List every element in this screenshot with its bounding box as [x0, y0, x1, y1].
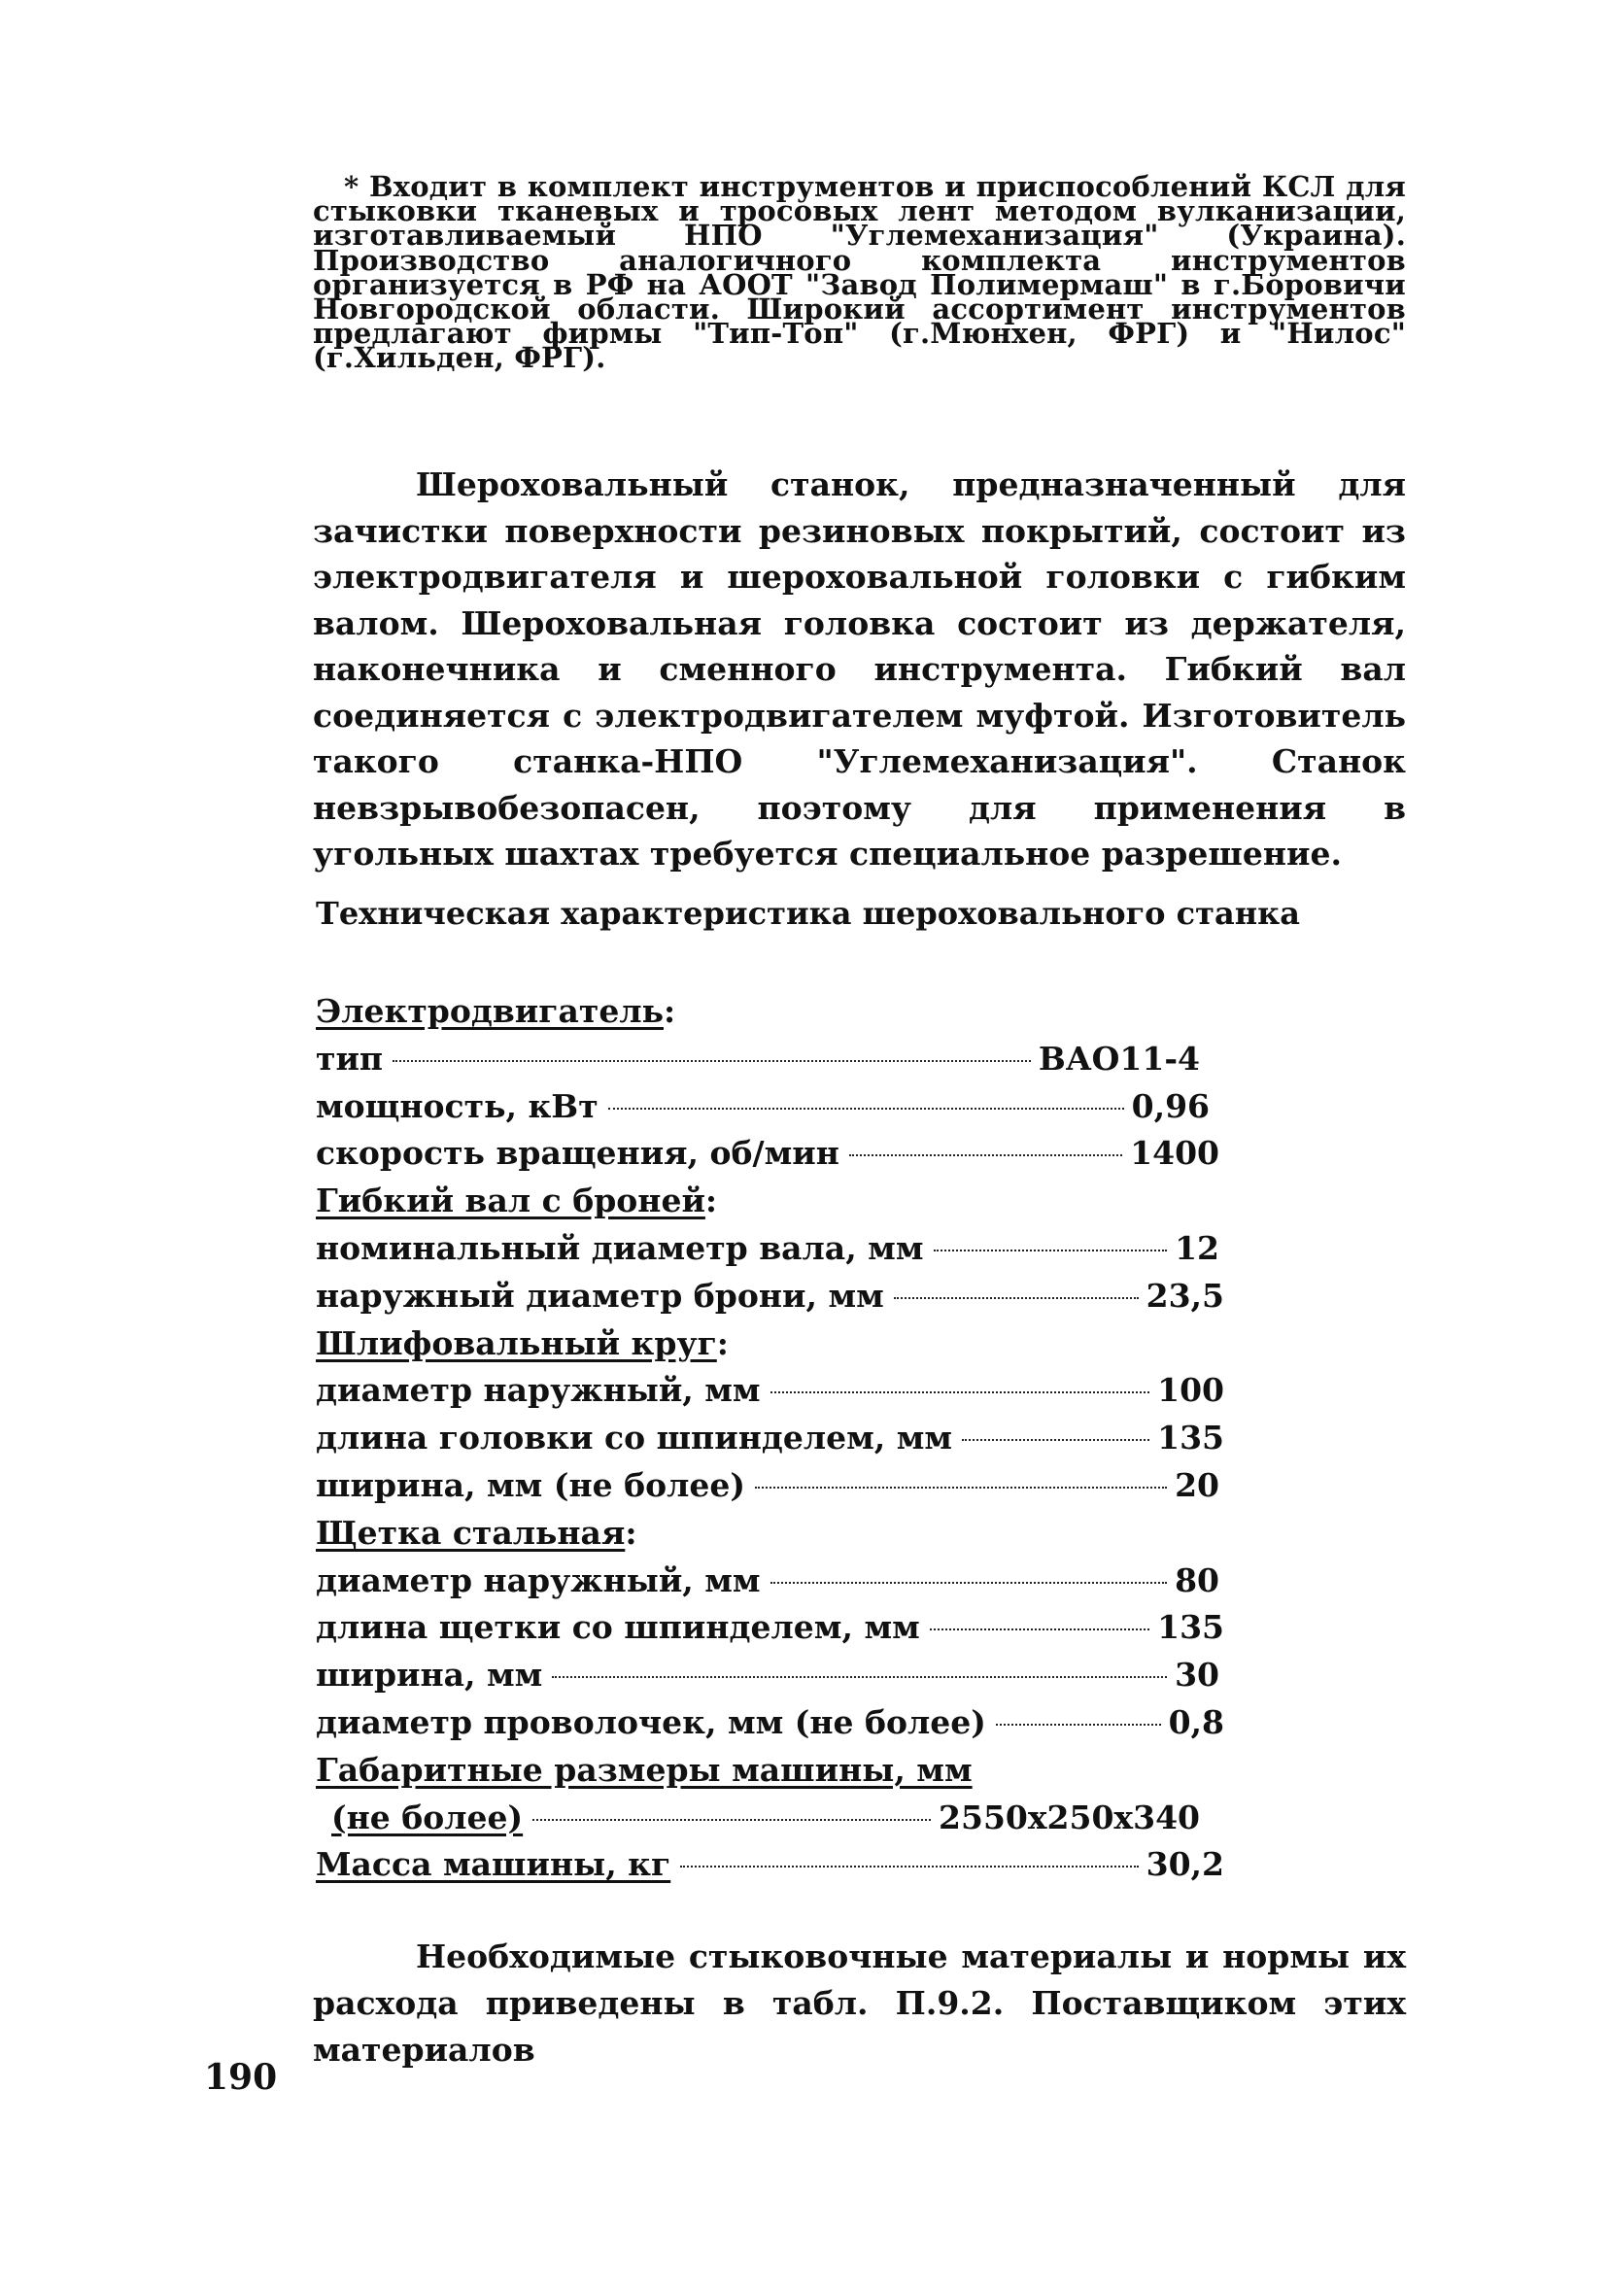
spec-row-motor-power — [316, 1083, 1210, 1131]
spec-row-brush-diameter — [316, 1558, 1219, 1605]
dot-leader — [930, 1628, 1149, 1630]
page-number: 190 — [204, 2057, 278, 2098]
spec-label: ширина, мм (не более) — [316, 1465, 745, 1504]
spec-value: 0,8 — [1168, 1702, 1224, 1741]
spec-label: скорость вращения, об/мин — [316, 1134, 839, 1173]
colon: : — [664, 992, 676, 1030]
spec-row-mass — [316, 1841, 1224, 1889]
spec-label: наружный диаметр брони, мм — [316, 1276, 884, 1315]
spec-value: 1400 — [1130, 1134, 1219, 1173]
spec-section-title: Щетка стальная — [316, 1513, 626, 1552]
paragraph-materials: Необходимые стыковочные материалы и нормы их расхода приведены в табл. П.9.2. Поставщиком этих материалов — [313, 1937, 1406, 2069]
dot-leader — [680, 1866, 1138, 1868]
spec-label: мощность, кВт — [316, 1086, 599, 1125]
spec-section-brush — [316, 1510, 1409, 1558]
spec-label: Масса машины, кг — [316, 1845, 671, 1884]
spec-value: 30,2 — [1146, 1845, 1224, 1884]
spec-row-dimensions — [316, 1795, 1200, 1842]
spec-value: ВАО11-4 — [1038, 1039, 1200, 1078]
spec-list — [316, 988, 1409, 1889]
spec-label: диаметр наружный, мм — [316, 1560, 761, 1599]
dot-leader — [552, 1676, 1167, 1678]
spec-value: 0,96 — [1131, 1086, 1210, 1125]
spec-row-shaft-outer — [316, 1273, 1224, 1320]
spec-section-title: Электродвигатель — [316, 992, 664, 1030]
spec-value: 80 — [1175, 1560, 1219, 1599]
spec-value: 23,5 — [1146, 1276, 1224, 1315]
spec-label: тип — [316, 1039, 384, 1078]
spec-label: номинальный диаметр вала, мм — [316, 1228, 924, 1267]
spec-value: 135 — [1157, 1608, 1224, 1647]
dot-leader — [894, 1297, 1139, 1299]
spec-section-title: Гибкий вал с броней — [316, 1182, 705, 1220]
spec-section-shaft — [316, 1178, 1409, 1225]
spec-label: диаметр наружный, мм — [316, 1371, 761, 1410]
dot-leader — [393, 1060, 1031, 1062]
spec-value: 100 — [1157, 1371, 1224, 1410]
spec-label: ширина, мм — [316, 1656, 543, 1695]
dot-leader — [532, 1819, 931, 1821]
spec-row-wheel-width — [316, 1462, 1219, 1510]
spec-row-brush-wire — [316, 1699, 1224, 1747]
spec-row-wheel-length — [316, 1415, 1224, 1462]
spec-value: 135 — [1157, 1419, 1224, 1457]
spec-row-motor-type — [316, 1036, 1200, 1083]
spec-section-title: Шлифовальный круг — [316, 1323, 717, 1362]
footnote: * Входит в комплект инструментов и приспособлений КСЛ для стыковки тканевых и тросовых лент методом вулканизации, изготавливаемый НПО "Углемеханизация" (Украина). Производство аналогичного комплекта инструментов организуется в РФ на АООТ "Завод Полимермаш" в г.Боровичи Новгородской области. Широкий ассортимент инструментов предлагают фирмы "Тип-Топ" (г.Мюнхен, ФРГ) и "Нилос" (г.Хильден, ФРГ). — [313, 170, 1406, 375]
dot-leader — [934, 1250, 1168, 1251]
spec-value: 12 — [1175, 1228, 1219, 1267]
colon: : — [716, 1323, 729, 1362]
spec-section-motor — [316, 988, 1409, 1036]
spec-row-brush-length — [316, 1604, 1224, 1652]
spec-row-shaft-nominal — [316, 1225, 1219, 1273]
colon: : — [704, 1182, 718, 1220]
spec-row-brush-width — [316, 1652, 1219, 1699]
paragraph-grinder-description: Шероховальный станок, предназначенный для зачистки поверхности резиновых покрытий, состоит из электродвигателя и шероховальной головки с гибким валом. Шероховальная головка состоит из держателя, наконечника и сменного инструмента. Гибкий вал соединяется с электродвигателем муфтой. Изготовитель такого станка-НПО "Углемеханизация". Станок невзрывобезопасен, поэтому для применения в угольных шахтах требуется специальное разрешение. — [313, 465, 1406, 873]
dot-leader — [962, 1439, 1149, 1441]
dot-leader — [755, 1487, 1167, 1489]
spec-label: диаметр проволочек, мм (не более) — [316, 1702, 986, 1741]
dot-leader — [996, 1724, 1161, 1726]
spec-label: длина головки со шпинделем, мм — [316, 1419, 953, 1457]
spec-section-wheel — [316, 1320, 1409, 1368]
spec-row-motor-speed — [316, 1130, 1219, 1178]
spec-section-dimensions — [316, 1747, 1409, 1795]
spec-value: 20 — [1175, 1465, 1219, 1504]
spec-value: 2550х250х340 — [939, 1798, 1200, 1836]
dot-leader — [849, 1154, 1122, 1156]
dot-leader — [770, 1391, 1150, 1393]
dot-leader — [608, 1108, 1124, 1110]
spec-label: длина щетки со шпинделем, мм — [316, 1608, 920, 1647]
dot-leader — [770, 1582, 1167, 1584]
spec-value: 30 — [1175, 1656, 1219, 1695]
section-heading: Техническая характеристика шероховального станка — [316, 895, 1300, 932]
spec-label: (не более) — [331, 1798, 524, 1836]
spec-row-wheel-diameter — [316, 1367, 1224, 1415]
spec-section-title: Габаритные размеры машины, мм — [316, 1750, 973, 1789]
colon: : — [625, 1513, 637, 1552]
